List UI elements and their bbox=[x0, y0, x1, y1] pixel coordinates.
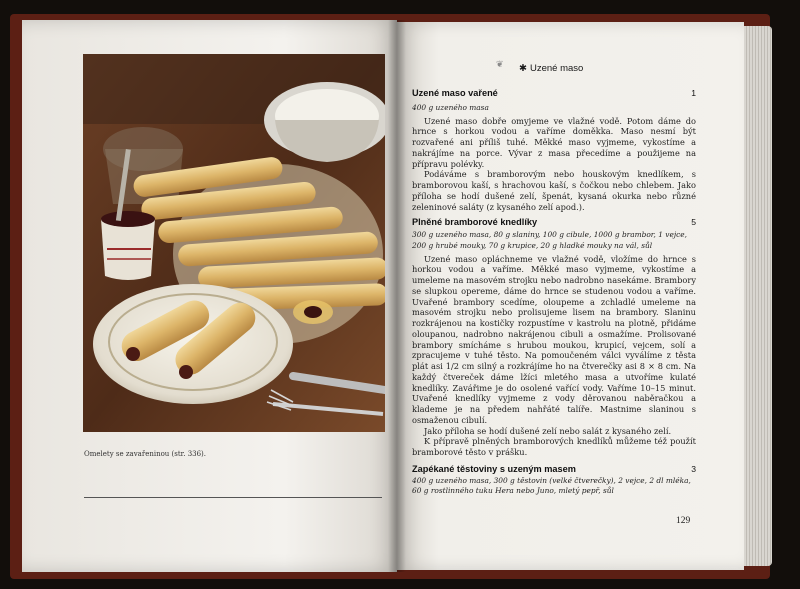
recipe-paragraph: Podáváme s bramborovým nebo houskovým knedlíkem, s bramborovou kaší, s hrachovou kaší, s čočkou nebo chlebem. Jako příloha se hodí dušené zelí, špenát, kysaná okurka nebo různé zeleninové saláty (z kysaného zelí apod.). bbox=[412, 169, 696, 212]
recipe-heading bbox=[412, 88, 696, 98]
recipe-title: Uzené maso vařené bbox=[412, 88, 498, 98]
recipe-paragraph: K přípravě plněných bramborových knedlíků můžeme též použít bramborové těsto v prášku. bbox=[412, 436, 696, 458]
recipe-paragraph: Jako příloha se hodí dušené zelí nebo salát z kysaného zelí. bbox=[424, 425, 672, 436]
recipe-title: Zapékané těstoviny s uzeným masem bbox=[412, 463, 576, 474]
recipe-paragraph: Uzené maso dobře omyjeme ve vlažné vodě. Potom dáme do hrnce s horkou vodou a vaříme doměkka. Maso nesmí být rozvařené ani příliš tuhé. Měkké maso vyjmeme, vykostíme a nakrájíme na porce. Vývar z masa přecedíme a použijeme na přípravu polévky. bbox=[412, 115, 696, 169]
recipe-number: 5 bbox=[691, 217, 696, 228]
recipe-ingredients: 400 g uzeného masa bbox=[412, 103, 489, 112]
running-header bbox=[519, 63, 583, 74]
recipe-title: Plněné bramborové knedlíky bbox=[412, 217, 538, 228]
recipe-ingredients: 300 g uzeného masa, 80 g slaniny, 100 g cibule, 1000 g brambor, 1 vejce, 200 g hrubé mouky, 70 g krupice, 20 g hladké mouky na vál, sůl bbox=[412, 230, 687, 250]
footnote-rule bbox=[84, 497, 382, 498]
recipe-number: 1 bbox=[691, 88, 696, 98]
recipe-paragraph: Uzené maso opláchneme ve vlažné vodě, vložíme do hrnce s horkou vodou a vaříme. Měkké maso vyjmeme, vykostíme a umeleme na masovém strojku nebo nadrobno nasekáme. Brambory se slupkou opereme, dáme do hrnce se studenou vodou a vaříme. Uvařené brambory scedíme, oloupeme a zchladlé umeleme na masovém strojku nebo prolisujeme lisem na brambory. Slaninu rozkrájenou na kostičky rozpustíme v kastrolu na plotně, přidáme oloupanou, nadrobno nakrájenou cibuli a osmažíme. Prolisované brambory smícháme s hrubou moukou, krupicí, vejcem, solí a zpracujeme v tuhé těsto. Na pomoučeném válci vyválíme z těsta plát asi 1/2 cm silný a rozkrájíme ho na čtverečky asi 8 × 8 cm. Na každý čtvereček dáme lžíci mletého masa a utvoříme kulaté knedlíky. Zavářime je do osolené vařící vody. Vaříme 10–15 minut. Uvařené knedlíky vyjmeme z vody děrovanou naběračkou a klademe je na předem nahřáté talíře. Mastnime slaninou s osmaženou cibulí. bbox=[412, 253, 696, 425]
asterisk-icon: ✱ bbox=[519, 63, 527, 74]
food-photo-illustration bbox=[83, 54, 385, 432]
recipe-text bbox=[412, 88, 696, 497]
running-header-text: Uzené maso bbox=[529, 63, 584, 74]
recipe-number: 3 bbox=[691, 463, 696, 474]
page-number: 129 bbox=[676, 516, 691, 526]
recipe-heading bbox=[412, 217, 696, 227]
ornament-mark: ❦ bbox=[496, 60, 504, 70]
recipe-ingredients: 400 g uzeného masa, 300 g těstovin (velké čtverečky), 2 vejce, 2 dl mléka, 60 g rostlinného tuku Hera nebo Juno, mletý pepř, sůl bbox=[412, 475, 691, 496]
food-photograph bbox=[83, 54, 385, 432]
photo-caption: Omelety se zavařeninou (str. 336). bbox=[84, 450, 207, 458]
page-edges bbox=[744, 26, 772, 566]
recipe-heading bbox=[412, 464, 696, 474]
book-gutter bbox=[388, 20, 406, 572]
